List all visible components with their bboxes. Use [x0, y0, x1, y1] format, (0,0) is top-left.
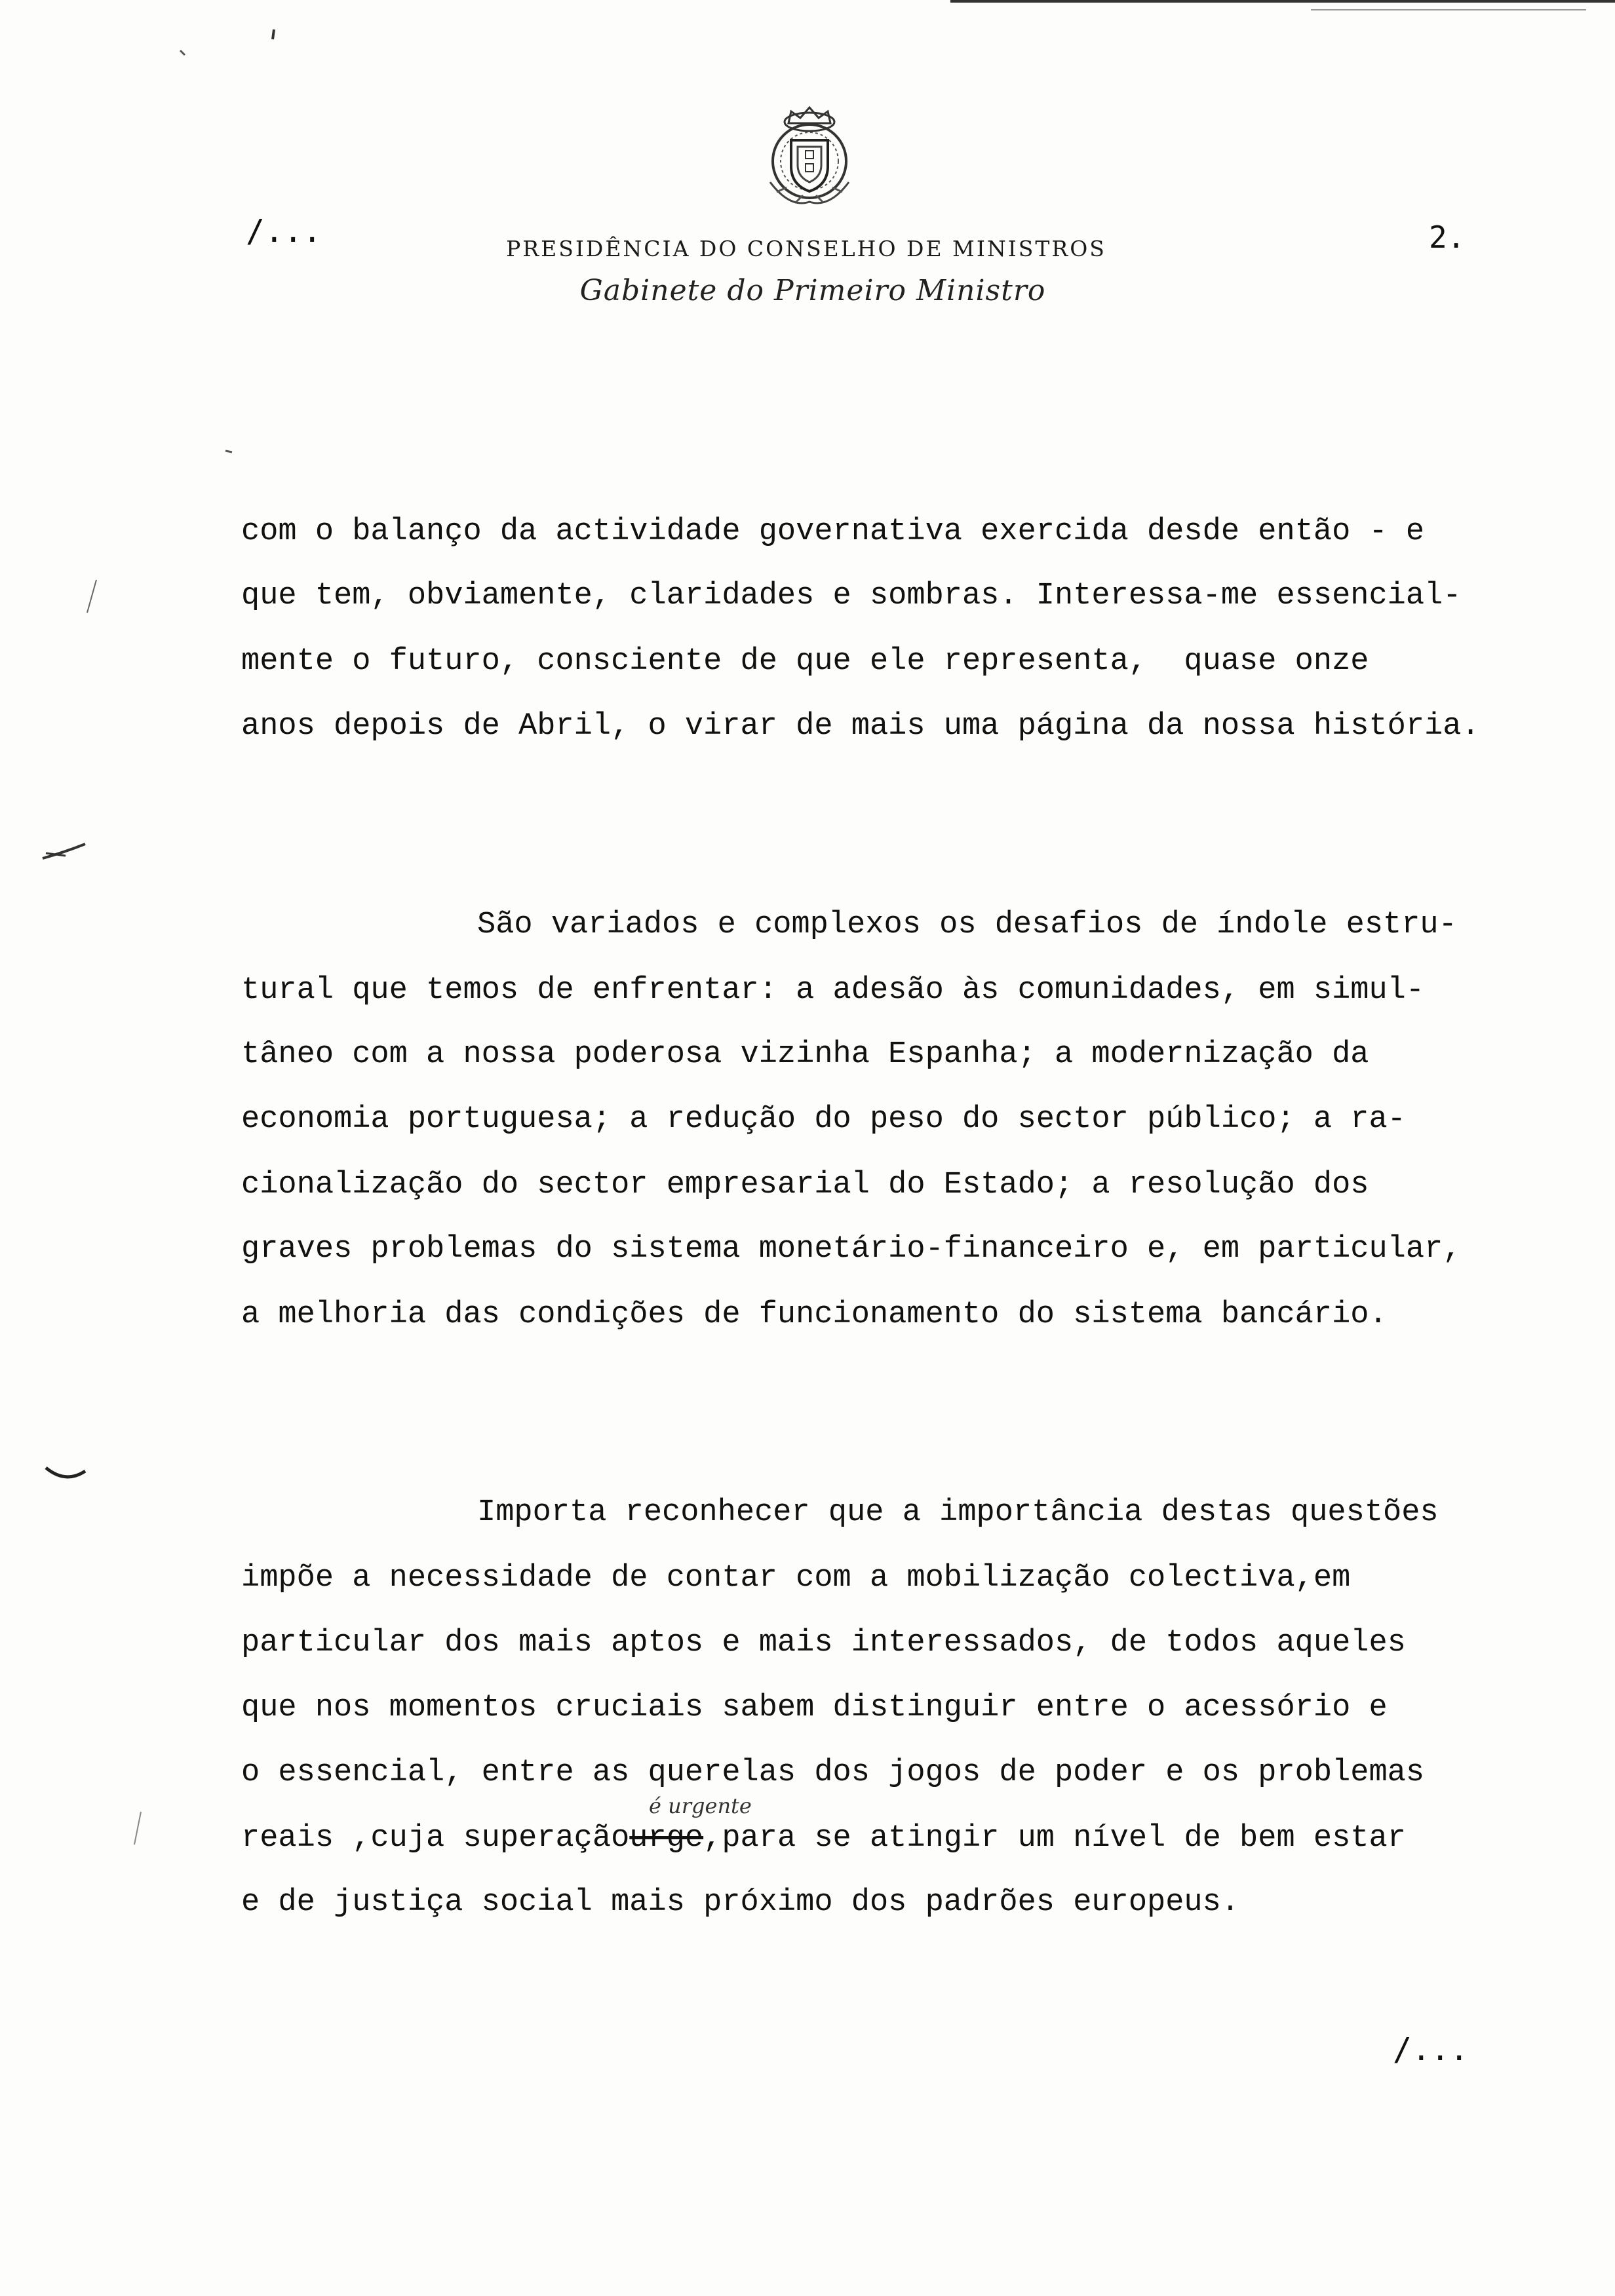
- handwritten-insertion: é urgente: [649, 1793, 752, 1818]
- body-line: o essencial, entre as querelas dos jogos de poder e os problemas: [241, 1755, 1425, 1790]
- body-line: cionalização do sector empresarial do Estado; a resolução dos: [241, 1168, 1369, 1202]
- margin-mark-icon: [39, 839, 92, 865]
- body-line: particular dos mais aptos e mais interessados, de todos aqueles: [241, 1626, 1406, 1660]
- scan-edge-line-faint: [1311, 9, 1586, 10]
- struck-word: urge: [629, 1821, 704, 1856]
- office-subtitle: Gabinete do Primeiro Ministro: [579, 274, 1046, 307]
- continuation-mark-bottom: /...: [1393, 2031, 1469, 2068]
- body-line: anos depois de Abril, o virar de mais uma página da nossa história.: [241, 709, 1480, 744]
- body-line: mente o futuro, consciente de que ele representa, quase onze: [241, 644, 1369, 679]
- margin-mark-icon: [177, 47, 190, 60]
- body-line: graves problemas do sistema monetário-financeiro e, em particular,: [241, 1232, 1462, 1267]
- body-line: com o balanço da actividade governativa exercida desde então - e: [241, 514, 1425, 549]
- body-line: São variados e complexos os desafios de índole estru-: [477, 908, 1457, 942]
- margin-mark-icon: [223, 446, 236, 459]
- body-line: tural que temos de enfrentar: a adesão às comunidades, em simul-: [241, 973, 1425, 1008]
- office-title: PRESIDÊNCIA DO CONSELHO DE MINISTROS: [506, 236, 1106, 261]
- body-line: que nos momentos cruciais sabem distinguir entre o acessório e: [241, 1691, 1388, 1725]
- scan-edge-line: [950, 0, 1615, 3]
- line-text-after: ,para se atingir um nível de bem estar: [703, 1821, 1406, 1856]
- body-line: impõe a necessidade de contar com a mobilização colectiva,em: [241, 1561, 1351, 1596]
- body-line: Importa reconhecer que a importância destas questões: [477, 1495, 1439, 1530]
- body-line: tâneo com a nossa poderosa vizinha Espanha; a modernização da: [241, 1037, 1369, 1072]
- margin-mark-icon: [82, 577, 102, 616]
- continuation-mark-top: /...: [246, 213, 322, 250]
- margin-mark-icon: [43, 1461, 88, 1487]
- body-line: economia portuguesa; a redução do peso do sector público; a ra-: [241, 1102, 1406, 1137]
- margin-mark-icon: [128, 1808, 147, 1848]
- body-line: e de justiça social mais próximo dos padrões europeus.: [241, 1885, 1240, 1920]
- line-text-before: reais ,cuja superação: [241, 1821, 630, 1856]
- coat-of-arms-icon: [750, 104, 868, 218]
- margin-mark-icon: [267, 26, 281, 46]
- page-number: 2.: [1429, 220, 1466, 255]
- body-line: que tem, obviamente, claridades e sombras. Interessa-me essencial-: [241, 579, 1462, 613]
- body-line: a melhoria das condições de funcionamento do sistema bancário.: [241, 1297, 1388, 1332]
- body-line-with-correction: [241, 1823, 1406, 1854]
